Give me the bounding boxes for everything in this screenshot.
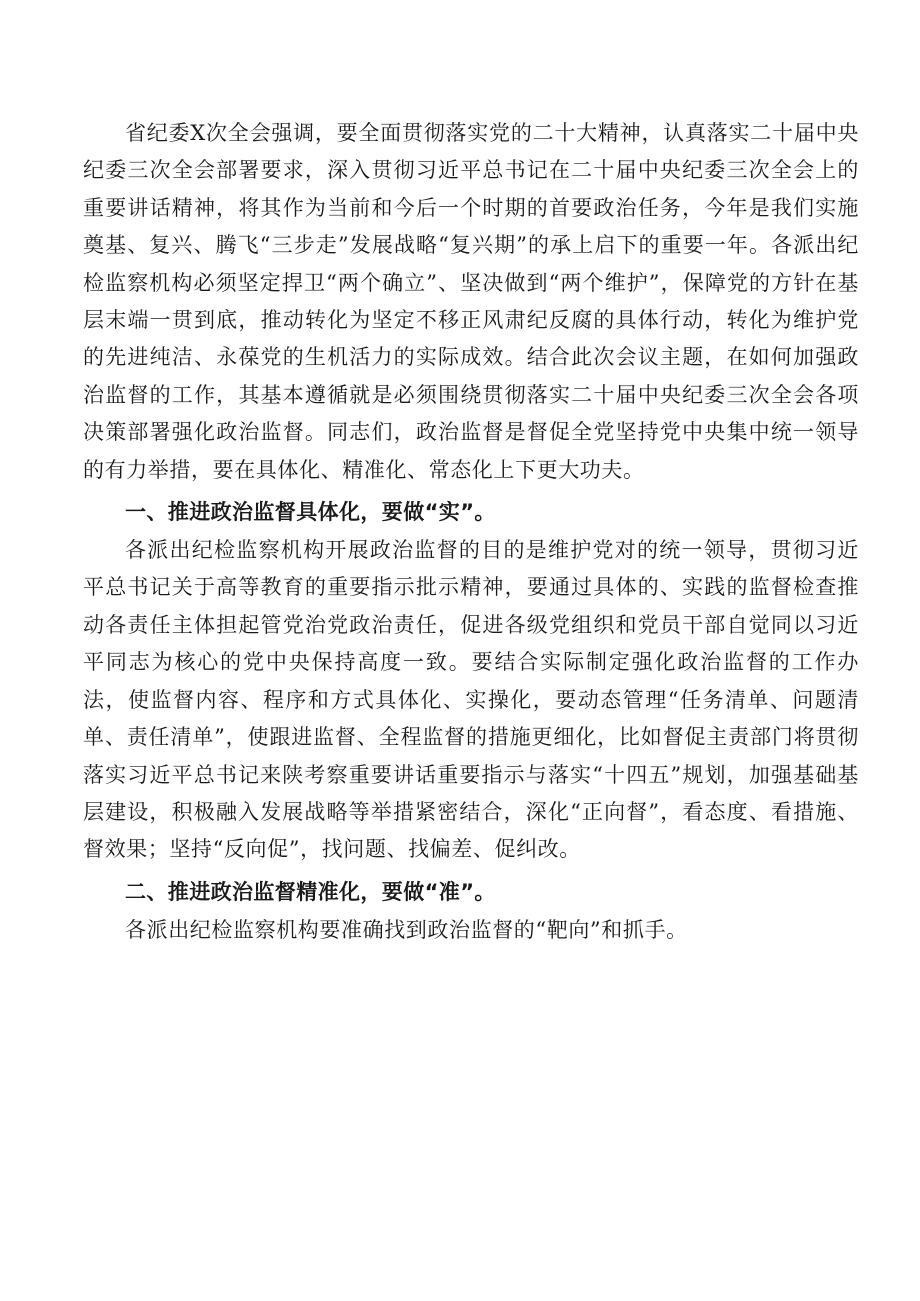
section-heading-2: 二、推进政治监督精准化，要做“准”。: [125, 879, 496, 904]
document-body: [83, 115, 859, 949]
section-2-paragraph: 各派出纪检监察机构要准确找到政治监督的“靶向”和抓手。: [125, 917, 688, 942]
intro-paragraph: 省纪委X次全会强调，要全面贯彻落实党的二十大精神，认真落实二十届中央纪委三次全会部署要求，深入贯彻习近平总书记在二十届中央纪委三次全会上的重要讲话精神，将其作为当前和今后一个时期的首要政治任务，今年是我们实施奠基、复兴、腾飞“三步走”发展战略“复兴期”的承上启下的重要一年。各派出纪检监察机构必须坚定捍卫“两个确立”、坚决做到“两个维护”，保障党的方针在基层末端一贯到底，推动转化为坚定不移正风肃纪反腐的具体行动，转化为维护党的先进纯洁、永葆党的生机活力的实际成效。结合此次会议主题，在如何加强政治监督的工作，其基本遵循就是必须围绕贯彻落实二十届中央纪委三次全会各项决策部署强化政治监督。同志们，政治监督是督促全党坚持党中央集中统一领导的有力举措，要在具体化、精准化、常态化上下更大功夫。: [83, 121, 859, 482]
section-heading-1: 一、推进政治监督具体化，要做“实”。: [125, 500, 496, 525]
section-1-paragraph: 各派出纪检监察机构开展政治监督的目的是维护党对的统一领导，贯彻习近平总书记关于高等教育的重要指示批示精神，要通过具体的、实践的监督检查推动各责任主体担起管党治党政治责任，促进各级党组织和党员干部自觉同以习近平同志为核心的党中央保持高度一致。要结合实际制定强化政治监督的工作办法，使监督内容、程序和方式具体化、实操化，要动态管理“任务清单、问题清单、责任清单”，使跟进监督、全程监督的措施更细化，比如督促主责部门将贯彻落实习近平总书记来陕考察重要讲话重要指示与落实“十四五”规划，加强基础基层建设，积极融入发展战略等举措紧密结合，深化“正向督”，看态度、看措施、督效果；坚持“反向促”，找问题、找偏差、促纠改。: [83, 538, 859, 862]
